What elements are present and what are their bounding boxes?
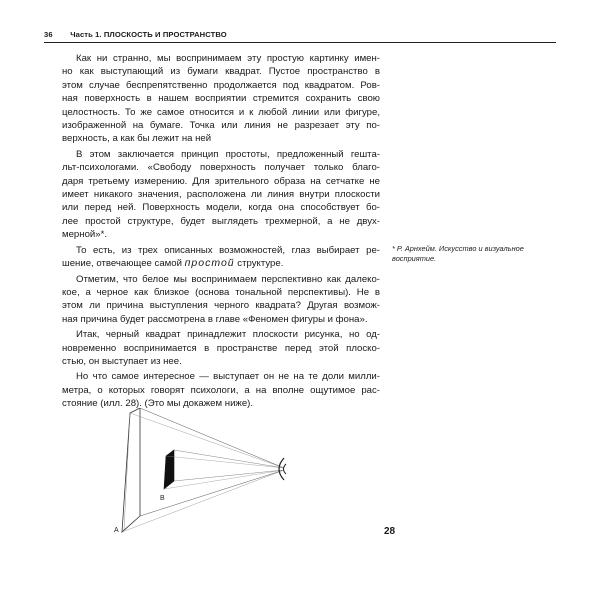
text-line: Отметим, что белое мы воспринимаем перспективно как далеко- xyxy=(76,273,380,285)
paragraph-2 xyxy=(62,148,380,242)
text-line: верхность, а как бы лежит на ней xyxy=(62,133,212,145)
text-line: или перед ней. Поверхность модели, когда она способствует бо- xyxy=(62,202,380,214)
paragraph-5 xyxy=(62,328,380,368)
paragraph-3 xyxy=(62,244,380,271)
text-line: Итак, черный квадрат принадлежит плоскости рисунка, но од- xyxy=(76,329,380,341)
text-line: даря третьему измерению. Для зрительного образа на сетчатке не xyxy=(62,175,380,187)
projection-line xyxy=(164,470,284,489)
text-line: этом ли причина выступления черного квадрата? Другая возмож- xyxy=(62,300,380,312)
text-line: льт-психологами. «Свободу поверхность получает только благо- xyxy=(62,162,380,174)
text-line: но как выступающий из бумаги квадрат. Пустое пространство в xyxy=(62,66,380,78)
projection-line xyxy=(174,450,284,468)
text-line: Как ни странно, мы воспринимаем эту простую картинку имен- xyxy=(76,53,380,64)
text-line: новременно воспринимается в пространстве перед этой плоско- xyxy=(62,342,380,354)
label-a: A xyxy=(114,527,119,534)
projection-line xyxy=(130,413,284,468)
text-line: метра, о которых говорят психологи, а на вполне ощутимое рас- xyxy=(62,384,380,396)
text-fragment: шение, отвечающее самой xyxy=(62,258,185,270)
text-line: имеет никакого значения, расположена ли линия внутри плоскости xyxy=(62,189,380,201)
text-line: То есть, из трех описанных возможностей, глаз выбирает ре- xyxy=(76,244,380,256)
projection-line xyxy=(140,470,284,516)
plane-a-edge xyxy=(124,413,130,530)
text-line: лее простой структуре, будет выглядеть трехмерной, а не двух- xyxy=(62,215,380,227)
text-line: стояние (илл. 28). (Это мы докажем ниже). xyxy=(62,398,254,410)
figure-number: 28 xyxy=(384,526,396,537)
text-line xyxy=(62,257,380,270)
text-line: целостность. То же самое относится и к любой линии или фигуре, xyxy=(62,106,380,118)
text-line: В этом заключается принцип простоты, предложенный гешта- xyxy=(76,148,380,160)
text-line: мерной»*. xyxy=(62,229,107,241)
footnote: * Р. Арнхейм. Искусство и визуальное восприятие. xyxy=(392,244,524,263)
perspective-illustration xyxy=(100,408,320,548)
text-line: изображенной на бумаге. Точка или линия не разрезает эту по- xyxy=(62,120,380,132)
label-b: B xyxy=(160,495,165,502)
text-line: ная причина будет рассмотрена в главе «Феномен фигуры и фона». xyxy=(62,313,368,325)
projection-line xyxy=(166,456,284,468)
black-square-b xyxy=(164,450,174,489)
eye-pupil xyxy=(284,464,287,474)
running-header xyxy=(44,30,556,43)
paragraph-6 xyxy=(62,370,380,410)
projection-line xyxy=(140,408,284,468)
text-line: стью, он выступает из нее. xyxy=(62,355,182,367)
projection-line xyxy=(122,470,284,532)
text-line: Но что самое интересное — выступает он не на те доли милли- xyxy=(76,371,380,383)
page-number: 36 xyxy=(44,30,53,39)
text-fragment: структуре. xyxy=(234,258,284,270)
section-title: Часть 1. ПЛОСКОСТЬ И ПРОСТРАНСТВО xyxy=(70,30,227,39)
text-line: ная поверхность в нашем восприятии стремится сохранить свою xyxy=(62,93,380,105)
emphasized-word: простой xyxy=(184,257,235,270)
paragraph-4 xyxy=(62,273,380,327)
text-line: этом случае беспрепятственно продолжается под квадратом. Ров- xyxy=(62,79,380,91)
main-text-column xyxy=(62,52,380,413)
paragraph-1 xyxy=(62,52,380,146)
text-line: кое, а черное как близкое (основа тональной перспективы). Не в xyxy=(62,286,380,298)
